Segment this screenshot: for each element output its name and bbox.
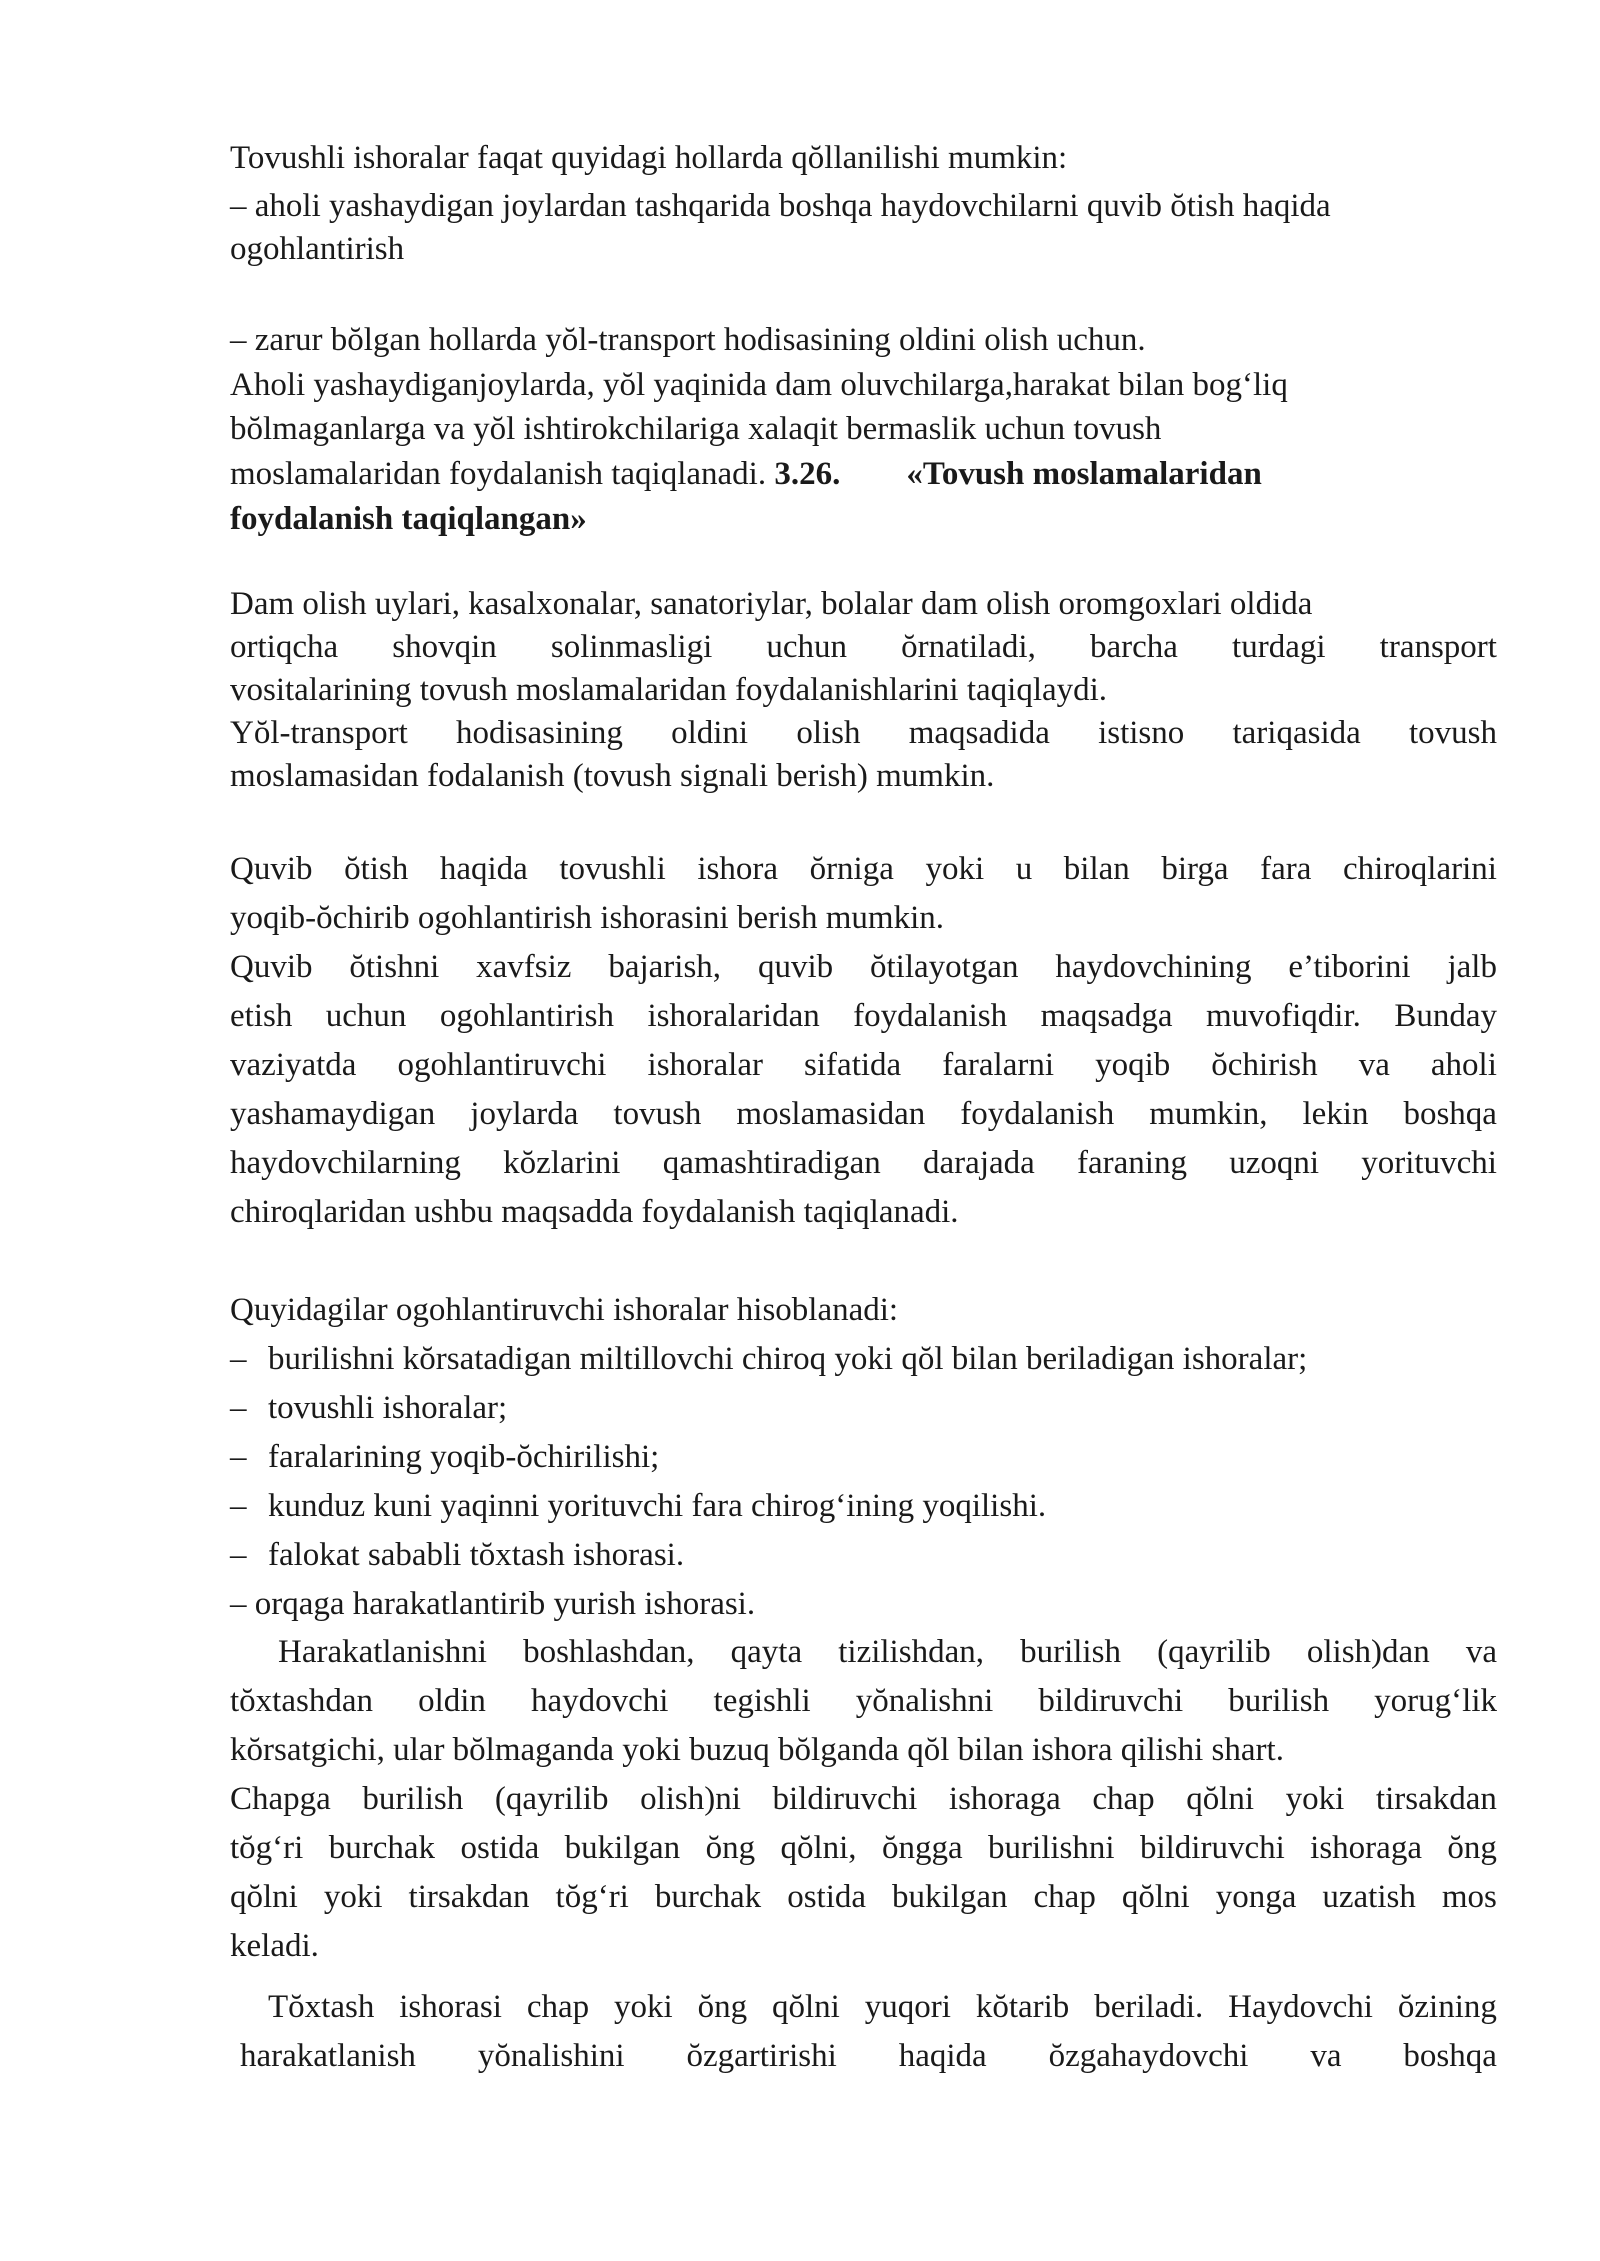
word: ostida bbox=[787, 1879, 867, 1915]
word: uzoqni bbox=[1229, 1145, 1320, 1181]
paragraph-line: – aholi yashaydigan joylardan tashqarida boshqa haydovchilarni quvib ŏtish haqida bbox=[230, 188, 1331, 224]
sign-title-continued: foydalanish taqiqlangan» bbox=[230, 501, 587, 537]
word: tŏxtashdan bbox=[230, 1683, 373, 1719]
justified-line bbox=[240, 2040, 1497, 2073]
word: mos bbox=[1441, 1879, 1497, 1915]
paragraph-intro: Tovushli ishoralar faqat quyidagi hollarda qŏllanilishi mumkin: bbox=[230, 140, 1068, 176]
paragraph-line: vositalarining tovush moslamalaridan foydalanishlarini taqiqlaydi. bbox=[230, 672, 1108, 708]
word: haydovchining bbox=[1055, 949, 1252, 985]
word: olish)dan bbox=[1306, 1634, 1430, 1670]
word: maqsadida bbox=[908, 715, 1050, 751]
word: solinmasligi bbox=[550, 629, 713, 665]
list-item bbox=[230, 1539, 684, 1572]
justified-line bbox=[230, 717, 1497, 750]
word: yonga bbox=[1215, 1879, 1297, 1915]
word: jalb bbox=[1447, 949, 1497, 985]
word: ŏtishni bbox=[349, 949, 440, 985]
word: boshqa bbox=[1403, 1096, 1497, 1132]
word: tovush bbox=[613, 1096, 702, 1132]
word: ishoralar bbox=[647, 1047, 763, 1083]
word: yoki bbox=[925, 851, 985, 887]
justified-line bbox=[230, 1881, 1497, 1914]
word: oldini bbox=[671, 715, 749, 751]
paragraph-line: moslamasidan fodalanish (tovush signali berish) mumkin. bbox=[230, 758, 995, 794]
word: kŏzlarini bbox=[503, 1145, 621, 1181]
word: turdagi bbox=[1232, 629, 1326, 665]
word: tirsakdan bbox=[1375, 1781, 1497, 1817]
word: transport bbox=[1379, 629, 1497, 665]
justified-line bbox=[230, 951, 1497, 984]
word: bildiruvchi bbox=[772, 1781, 918, 1817]
word: bukilgan bbox=[892, 1879, 1008, 1915]
word: tariqasida bbox=[1232, 715, 1361, 751]
justified-line bbox=[230, 631, 1497, 664]
paragraph-line: – orqaga harakatlantirib yurish ishorasi. bbox=[230, 1586, 756, 1622]
word: tŏg‘ri bbox=[230, 1830, 304, 1866]
word: kŏtarib bbox=[975, 1989, 1070, 2025]
word: ishora bbox=[697, 851, 778, 887]
word: ŏzgartirishi bbox=[686, 2038, 837, 2074]
word: haqida bbox=[898, 2038, 987, 2074]
word: bajarish, bbox=[608, 949, 722, 985]
word: va bbox=[1358, 1047, 1390, 1083]
justified-line bbox=[268, 1991, 1497, 2024]
word: istisno bbox=[1098, 715, 1185, 751]
word: Quvib bbox=[230, 851, 313, 887]
list-dash: – bbox=[230, 1390, 247, 1426]
word: ishoraga bbox=[948, 1781, 1061, 1817]
word: etish bbox=[230, 998, 293, 1034]
word: fara bbox=[1260, 851, 1312, 887]
word: shovqin bbox=[392, 629, 497, 665]
word: ŏng bbox=[705, 1830, 756, 1866]
word: yoki bbox=[614, 1989, 673, 2025]
list-dash: – bbox=[230, 1488, 247, 1524]
word: sifatida bbox=[804, 1047, 902, 1083]
word: ishorasi bbox=[399, 1989, 502, 2025]
word: olish)ni bbox=[640, 1781, 741, 1817]
word: Quvib bbox=[230, 949, 313, 985]
paragraph-line: ogohlantirish bbox=[230, 231, 405, 267]
paragraph-line: yoqib-ŏchirib ogohlantirish ishorasini berish mumkin. bbox=[230, 900, 945, 936]
word: boshlashdan, bbox=[523, 1634, 695, 1670]
word: qŏlni bbox=[1121, 1879, 1190, 1915]
list-item bbox=[230, 1490, 1046, 1523]
word: ŏzgahaydovchi bbox=[1048, 2038, 1249, 2074]
word: uchun bbox=[766, 629, 848, 665]
word: burilish bbox=[1020, 1634, 1121, 1670]
justified-line bbox=[230, 1049, 1497, 1082]
word: ŏng bbox=[697, 1989, 748, 2025]
word: burilish bbox=[362, 1781, 464, 1817]
word: moslamasidan bbox=[736, 1096, 926, 1132]
word: va bbox=[1465, 1634, 1497, 1670]
word: boshqa bbox=[1403, 2038, 1497, 2074]
word: ŏngga bbox=[881, 1830, 963, 1866]
word: beriladi. bbox=[1094, 1989, 1204, 2025]
word: haydovchilarning bbox=[230, 1145, 461, 1181]
list-item-text: tovushli ishoralar; bbox=[268, 1390, 508, 1426]
word: quvib bbox=[757, 949, 834, 985]
word: aholi bbox=[1430, 1047, 1497, 1083]
word: chiroqlarini bbox=[1343, 851, 1497, 887]
word: oldin bbox=[418, 1683, 486, 1719]
justified-line bbox=[230, 1685, 1497, 1718]
word: ishoralaridan bbox=[647, 998, 820, 1034]
word: ŏtish bbox=[344, 851, 409, 887]
word: ishoraga bbox=[1310, 1830, 1422, 1866]
word: burilish bbox=[1228, 1683, 1330, 1719]
word: tegishli bbox=[713, 1683, 811, 1719]
word: yoki bbox=[323, 1879, 383, 1915]
word: faralarni bbox=[942, 1047, 1054, 1083]
word: bildiruvchi bbox=[1038, 1683, 1184, 1719]
paragraph-line: Aholi yashaydiganjoylarda, yŏl yaqinida dam oluvchilarga,harakat bilan bog‘liq bbox=[230, 367, 1288, 403]
word: Tŏxtash bbox=[268, 1989, 375, 2025]
sign-title: «Tovush moslamalaridan bbox=[906, 456, 1262, 492]
paragraph-line: – zarur bŏlgan hollarda yŏl-transport hodisasining oldini olish uchun. bbox=[230, 322, 1146, 358]
word: yorituvchi bbox=[1361, 1145, 1497, 1181]
word: hodisasining bbox=[456, 715, 623, 751]
word: bukilgan bbox=[564, 1830, 681, 1866]
word: burchak bbox=[328, 1830, 436, 1866]
word: ŏchirish bbox=[1211, 1047, 1318, 1083]
justified-line bbox=[230, 1098, 1497, 1131]
justified-line bbox=[230, 1832, 1497, 1865]
justified-line bbox=[230, 853, 1497, 886]
list-dash: – bbox=[230, 1439, 247, 1475]
word: ogohlantirish bbox=[439, 998, 615, 1034]
word: barcha bbox=[1089, 629, 1178, 665]
word: Haydovchi bbox=[1228, 1989, 1373, 2025]
word: yoqib bbox=[1095, 1047, 1171, 1083]
word: tovush bbox=[1408, 715, 1497, 751]
sign-number: 3.26. bbox=[774, 456, 841, 492]
word: uzatish bbox=[1322, 1879, 1416, 1915]
word: tŏg‘ri bbox=[555, 1879, 629, 1915]
word: qŏlni, bbox=[780, 1830, 857, 1866]
paragraph-text: moslamalaridan foydalanish taqiqlanadi. bbox=[230, 456, 775, 492]
justified-line bbox=[230, 1147, 1497, 1180]
word: bildiruvchi bbox=[1139, 1830, 1285, 1866]
word: qayta bbox=[730, 1634, 803, 1670]
word: uchun bbox=[325, 998, 407, 1034]
paragraph-line: chiroqlaridan ushbu maqsadda foydalanish taqiqlanadi. bbox=[230, 1194, 959, 1230]
list-dash: – bbox=[230, 1537, 247, 1573]
word: olish bbox=[796, 715, 861, 751]
justified-line bbox=[230, 1000, 1497, 1033]
word: qamashtiradigan bbox=[662, 1145, 881, 1181]
list-item bbox=[230, 1392, 507, 1425]
word: Harakatlanishni bbox=[278, 1634, 487, 1670]
word: vaziyatda bbox=[230, 1047, 357, 1083]
word: va bbox=[1310, 2038, 1342, 2074]
word: maqsadga bbox=[1040, 998, 1173, 1034]
word: (qayrilib bbox=[494, 1781, 609, 1817]
word: faraning bbox=[1077, 1145, 1187, 1181]
word: yŏnalishni bbox=[855, 1683, 994, 1719]
word: yoki bbox=[1285, 1781, 1345, 1817]
word: Bunday bbox=[1394, 998, 1497, 1034]
list-item-text: falokat sababli tŏxtash ishorasi. bbox=[268, 1537, 685, 1573]
word: mumkin, bbox=[1149, 1096, 1268, 1132]
word: birga bbox=[1161, 851, 1229, 887]
word: (qayrilib bbox=[1157, 1634, 1271, 1670]
word: chap bbox=[526, 1989, 590, 2025]
list-item bbox=[230, 1441, 659, 1474]
word: foydalanish bbox=[960, 1096, 1115, 1132]
word: ŏrniga bbox=[809, 851, 894, 887]
word: ŏzining bbox=[1397, 1989, 1497, 2025]
word: Chapga bbox=[230, 1781, 331, 1817]
word: chap bbox=[1092, 1781, 1155, 1817]
list-item bbox=[230, 1343, 1307, 1376]
word: darajada bbox=[923, 1145, 1035, 1181]
word: qŏlni bbox=[772, 1989, 840, 2025]
word: yuqori bbox=[864, 1989, 951, 2025]
word: haydovchi bbox=[530, 1683, 669, 1719]
word: qŏlni bbox=[1186, 1781, 1255, 1817]
word: chap bbox=[1033, 1879, 1096, 1915]
word: yŏnalishini bbox=[477, 2038, 625, 2074]
word: ortiqcha bbox=[230, 629, 339, 665]
word: tizilishdan, bbox=[838, 1634, 984, 1670]
list-heading: Quyidagilar ogohlantiruvchi ishoralar hisoblanadi: bbox=[230, 1292, 899, 1328]
list-item-text: kunduz kuni yaqinni yorituvchi fara chirog‘ining yoqilishi. bbox=[268, 1488, 1047, 1524]
word: xavfsiz bbox=[476, 949, 572, 985]
paragraph-line: Dam olish uylari, kasalxonalar, sanatoriylar, bolalar dam olish oromgoxlari oldida bbox=[230, 586, 1313, 622]
word: qŏlni bbox=[230, 1879, 298, 1915]
word: e’tiborini bbox=[1288, 949, 1411, 985]
word: ostida bbox=[460, 1830, 540, 1866]
word: muvofiqdir. bbox=[1205, 998, 1361, 1034]
justified-line bbox=[230, 1783, 1497, 1816]
word: yorug‘lik bbox=[1374, 1683, 1497, 1719]
word: foydalanish bbox=[853, 998, 1008, 1034]
word: burilishni bbox=[988, 1830, 1115, 1866]
word: harakatlanish bbox=[240, 2038, 416, 2074]
paragraph-line: kŏrsatgichi, ular bŏlmaganda yoki buzuq bŏlganda qŏl bilan ishora qilishi shart. bbox=[230, 1732, 1284, 1768]
paragraph-line: keladi. bbox=[230, 1928, 319, 1964]
word: lekin bbox=[1302, 1096, 1369, 1132]
word: ogohlantiruvchi bbox=[397, 1047, 607, 1083]
word: haqida bbox=[439, 851, 528, 887]
word: ŏrnatiladi, bbox=[901, 629, 1036, 665]
word: burchak bbox=[654, 1879, 762, 1915]
paragraph-line-with-sign-ref bbox=[230, 458, 1262, 491]
word: Yŏl-transport bbox=[230, 715, 408, 751]
word: joylarda bbox=[470, 1096, 579, 1132]
word: bilan bbox=[1063, 851, 1130, 887]
word: ŏng bbox=[1447, 1830, 1497, 1866]
word: yashamaydigan bbox=[230, 1096, 436, 1132]
list-item-text: faralarining yoqib-ŏchirilishi; bbox=[268, 1439, 660, 1475]
word: tirsakdan bbox=[408, 1879, 530, 1915]
justified-line bbox=[278, 1636, 1497, 1669]
word: tovushli bbox=[559, 851, 666, 887]
word: u bbox=[1015, 851, 1033, 887]
word: ŏtilayotgan bbox=[870, 949, 1019, 985]
paragraph-line: bŏlmaganlarga va yŏl ishtirokchilariga xalaqit bermaslik uchun tovush bbox=[230, 411, 1162, 447]
list-item-text: burilishni kŏrsatadigan miltillovchi chiroq yoki qŏl bilan beriladigan ishoralar; bbox=[268, 1341, 1308, 1377]
list-dash: – bbox=[230, 1341, 247, 1377]
